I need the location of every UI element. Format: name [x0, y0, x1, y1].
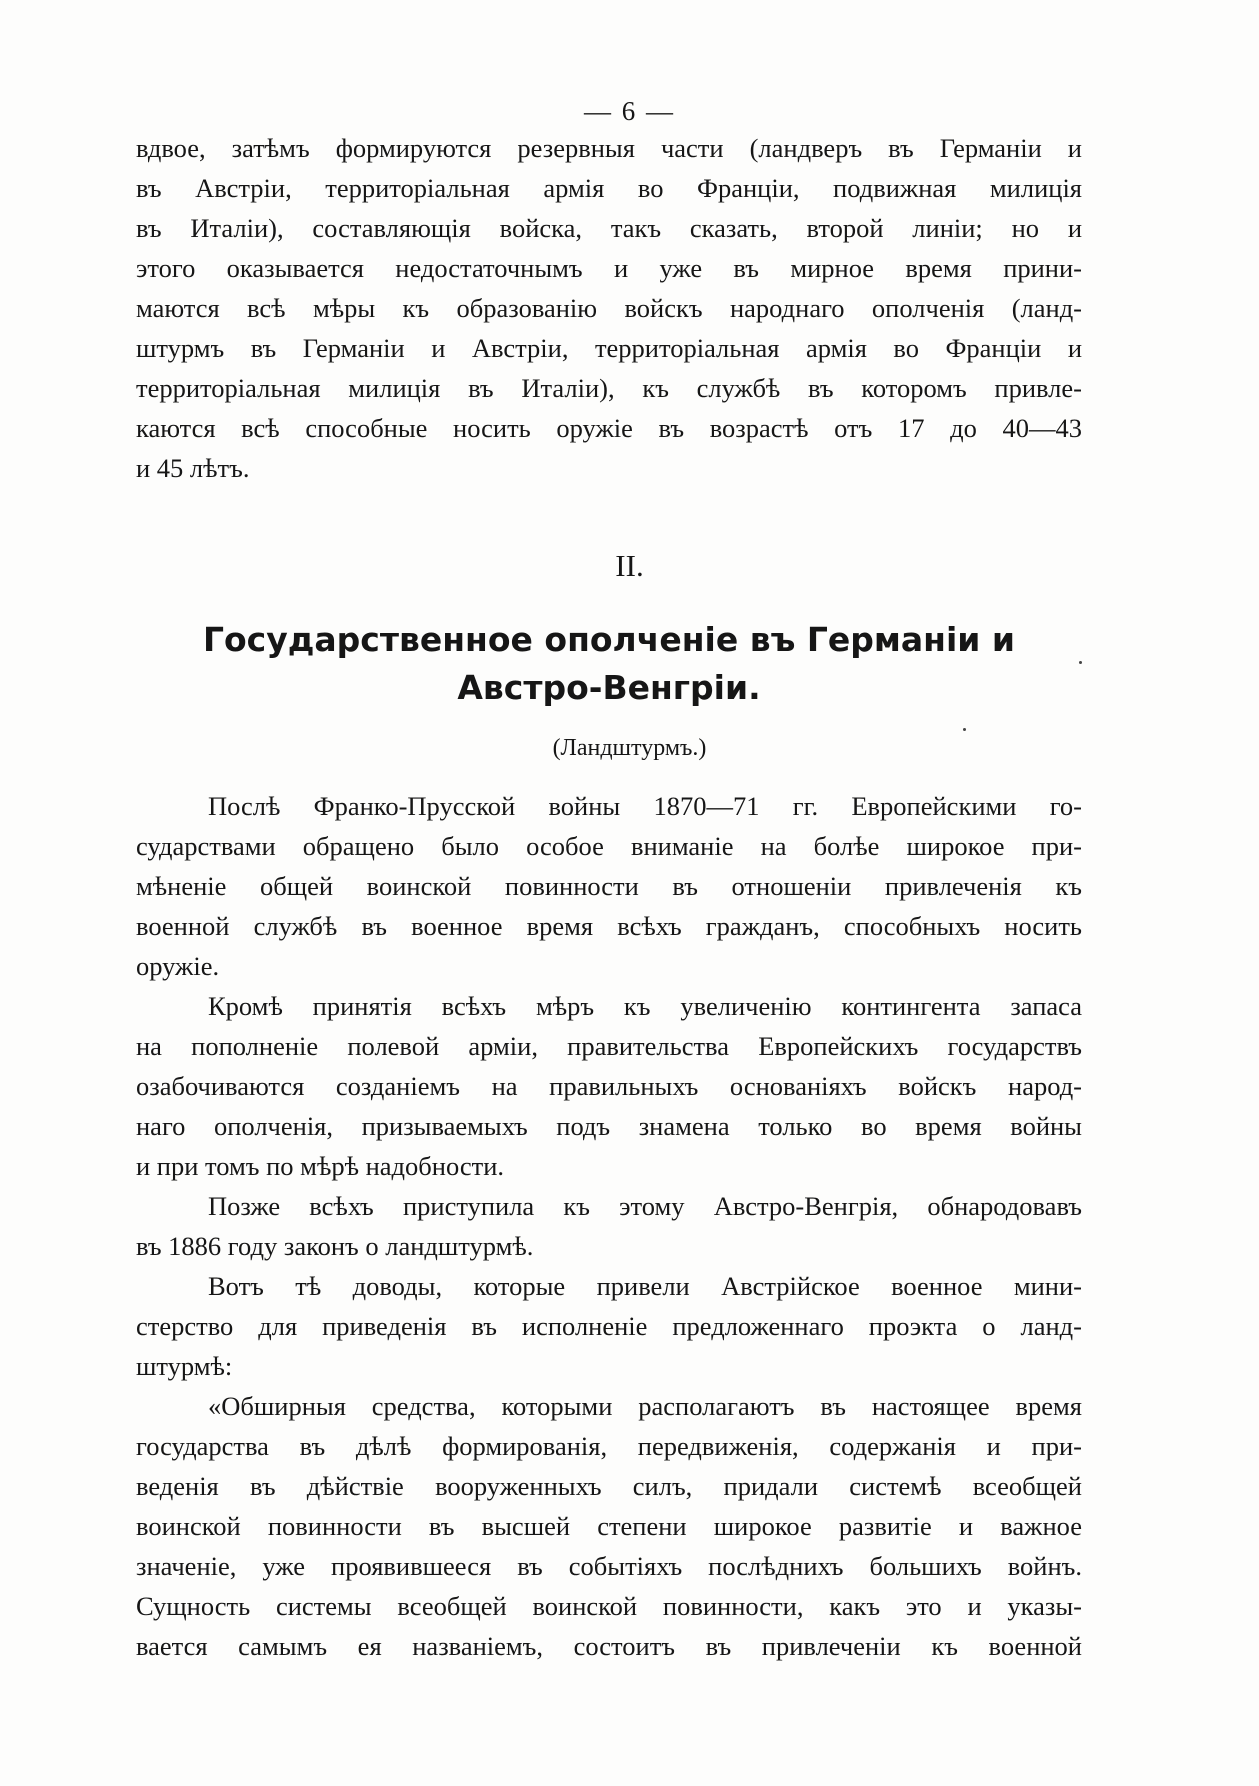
- section-title: [136, 616, 1082, 712]
- text-line: Послѣ Франко-Прусской войны 1870—71 гг. Европейскими го-: [208, 791, 1082, 821]
- text-line: каются всѣ способные носить оружіе въ возрастѣ отъ 17 до 40—43: [136, 413, 1082, 443]
- section-subtitle: (Ландштурмъ.): [552, 735, 707, 761]
- print-speck: [1079, 661, 1082, 664]
- text-line: территоріальная милиція въ Италіи), къ службѣ въ которомъ привле-: [136, 373, 1082, 403]
- text-line: Кромѣ принятія всѣхъ мѣръ къ увеличенію контингента запаса: [208, 991, 1082, 1021]
- body-text: [136, 786, 1082, 1666]
- text-line: въ 1886 году законъ о ландштурмѣ.: [136, 1231, 534, 1261]
- text-line: Сущность системы всеобщей воинской повинности, какъ это и указы-: [136, 1591, 1082, 1621]
- text-line: вается самымъ ея названіемъ, состоитъ въ привлеченіи къ военной: [136, 1631, 1082, 1661]
- text-line: Позже всѣхъ приступила къ этому Австро-Венгрія, обнародовавъ: [208, 1191, 1082, 1221]
- section-title-line: Государственное ополченіе въ Германіи и: [202, 620, 1016, 659]
- text-line: веденія въ дѣйствіе вооруженныхъ силъ, придали системѣ всеобщей: [136, 1471, 1082, 1501]
- paragraph: [136, 1386, 1082, 1666]
- paragraph: [136, 1266, 1082, 1386]
- section-number: II.: [615, 548, 644, 583]
- paragraph: [136, 986, 1082, 1186]
- section-title-line: Австро-Венгріи.: [457, 668, 761, 707]
- text-line: воинской повинности въ высшей степени широкое развитіе и важное: [136, 1511, 1082, 1541]
- text-line: и 45 лѣтъ.: [136, 453, 250, 483]
- paragraph: [136, 1186, 1082, 1266]
- text-line: на пополненіе полевой арміи, правительства Европейскихъ государствъ: [136, 1031, 1082, 1061]
- text-line: наго ополченія, призываемыхъ подъ знамена только во время войны: [136, 1111, 1082, 1141]
- text-line: «Обширныя средства, которыми располагаютъ въ настоящее время: [208, 1391, 1082, 1421]
- text-line: оружіе.: [136, 951, 220, 981]
- page-number: — 6 —: [584, 96, 675, 126]
- text-line: въ Италіи), составляющія войска, такъ сказать, второй линіи; но и: [136, 213, 1082, 243]
- text-line: Вотъ тѣ доводы, которые привели Австрійское военное мини-: [208, 1271, 1082, 1301]
- top-paragraph: [136, 128, 1082, 488]
- text-line: значеніе, уже проявившееся въ событіяхъ послѣднихъ большихъ войнъ.: [136, 1551, 1082, 1581]
- text-line: маются всѣ мѣры къ образованію войскъ народнаго ополченія (ланд-: [136, 293, 1082, 323]
- text-line: стерство для приведенія въ исполненіе предложеннаго проэкта о ланд-: [136, 1311, 1082, 1341]
- text-line: озабочиваются созданіемъ на правильныхъ основаніяхъ войскъ народ-: [136, 1071, 1082, 1101]
- text-line: штурмъ въ Германіи и Австріи, территоріальная армія во Франціи и: [136, 333, 1082, 363]
- text-line: этого оказывается недостаточнымъ и уже въ мирное время прини-: [136, 253, 1082, 283]
- text-line: и при томъ по мѣрѣ надобности.: [136, 1151, 504, 1181]
- text-line: въ Австріи, территоріальная армія во Франціи, подвижная милиція: [136, 173, 1082, 203]
- paragraph: [136, 786, 1082, 986]
- text-line: штурмѣ:: [136, 1351, 233, 1381]
- text-line: вдвое, затѣмъ формируются резервныя части (ландверъ въ Германіи и: [136, 133, 1082, 163]
- text-line: мѣненіе общей воинской повинности въ отношеніи привлеченія къ: [136, 871, 1082, 901]
- text-line: военной службѣ въ военное время всѣхъ гражданъ, способныхъ носить: [136, 911, 1082, 941]
- text-line: сударствами обращено было особое вниманіе на болѣе широкое при-: [136, 831, 1082, 861]
- text-line: государства въ дѣлѣ формированія, передвиженія, содержанія и при-: [136, 1431, 1082, 1461]
- print-speck: [963, 728, 966, 731]
